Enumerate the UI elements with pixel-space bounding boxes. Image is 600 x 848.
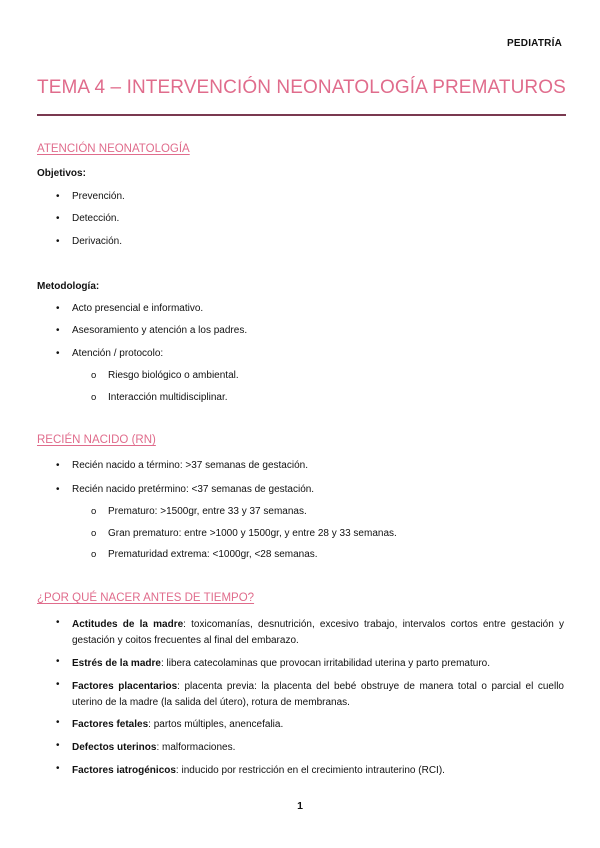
bullet-icon: • <box>56 717 60 728</box>
sub-list-item: Gran prematuro: entre >1000 y 1500gr, y entre 28 y 33 semanas. <box>108 528 397 539</box>
objetivos-label: Objetivos: <box>37 168 86 179</box>
cause-item <box>72 617 564 649</box>
cause-term: Factores fetales <box>72 719 149 730</box>
list-item: Detección. <box>72 213 120 224</box>
cause-term: Actitudes de la madre <box>72 619 184 630</box>
sub-bullet-icon: o <box>91 392 97 403</box>
list-item: Prevención. <box>72 191 125 202</box>
cause-text: : malformaciones. <box>156 742 236 753</box>
list-item: Atención / protocolo: <box>72 348 164 359</box>
bullet-icon: • <box>56 740 60 751</box>
cause-item <box>72 679 564 711</box>
sub-list-item: Prematuridad extrema: <1000gr, <28 semanas. <box>108 549 318 560</box>
list-item: Acto presencial e informativo. <box>72 303 204 314</box>
bullet-icon: • <box>56 484 60 495</box>
list-item: Recién nacido pretérmino: <37 semanas de gestación. <box>72 484 315 495</box>
cause-text: : inducido por restricción en el crecimiento intrauterino (RCI). <box>175 765 445 776</box>
bullet-icon: • <box>56 460 60 471</box>
title-divider <box>37 114 566 116</box>
bullet-icon: • <box>56 325 60 336</box>
list-item: Recién nacido a término: >37 semanas de gestación. <box>72 460 308 471</box>
cause-term: Defectos uterinos <box>72 742 157 753</box>
cause-text: : libera catecolaminas que provocan irritabilidad uterina y parto prematuro. <box>160 658 490 669</box>
sub-bullet-icon: o <box>91 506 97 517</box>
cause-term: Factores iatrogénicos <box>72 765 176 776</box>
cause-term: Factores placentarios <box>72 681 178 692</box>
sub-list-item: Riesgo biológico o ambiental. <box>108 370 239 381</box>
section-heading-por-que: ¿POR QUÉ NACER ANTES DE TIEMPO? <box>37 592 255 604</box>
sub-bullet-icon: o <box>91 549 97 560</box>
section-heading-atencion: ATENCIÓN NEONATOLOGÍA <box>37 143 190 155</box>
cause-item <box>72 717 564 733</box>
cause-text: : partos múltiples, anencefalia. <box>148 719 284 730</box>
sub-list-item: Prematuro: >1500gr, entre 33 y 37 semanas. <box>108 506 307 517</box>
sub-list-item: Interacción multidisciplinar. <box>108 392 228 403</box>
running-header: PEDIATRÍA <box>507 38 562 49</box>
cause-term: Estrés de la madre <box>72 658 161 669</box>
cause-item <box>72 740 564 756</box>
list-item: Derivación. <box>72 236 123 247</box>
page-title: TEMA 4 – INTERVENCIÓN NEONATOLOGÍA PREMATUROS <box>37 77 566 98</box>
bullet-icon: • <box>56 763 60 774</box>
page-number: 1 <box>297 800 303 812</box>
cause-item <box>72 656 564 672</box>
bullet-icon: • <box>56 236 60 247</box>
bullet-icon: • <box>56 617 60 628</box>
metodologia-label: Metodología: <box>37 281 100 292</box>
cause-text: : toxicomanías, desnutrición, excesivo trabajo, intervalos cortos entre gestación y gestación y coitos frecuentes al final del embarazo. <box>72 619 564 646</box>
bullet-icon: • <box>56 191 60 202</box>
cause-text: : placenta previa: la placenta del bebé obstruye de manera total o parcial el cuello uterino de la madre (la salida del útero), rotura de membranas. <box>72 681 564 708</box>
bullet-icon: • <box>56 303 60 314</box>
bullet-icon: • <box>56 348 60 359</box>
bullet-icon: • <box>56 656 60 667</box>
bullet-icon: • <box>56 213 60 224</box>
sub-bullet-icon: o <box>91 528 97 539</box>
list-item: Asesoramiento y atención a los padres. <box>72 325 248 336</box>
sub-bullet-icon: o <box>91 370 97 381</box>
section-heading-recien-nacido: RECIÉN NACIDO (RN) <box>37 434 156 446</box>
bullet-icon: • <box>56 679 60 690</box>
cause-item <box>72 763 564 779</box>
